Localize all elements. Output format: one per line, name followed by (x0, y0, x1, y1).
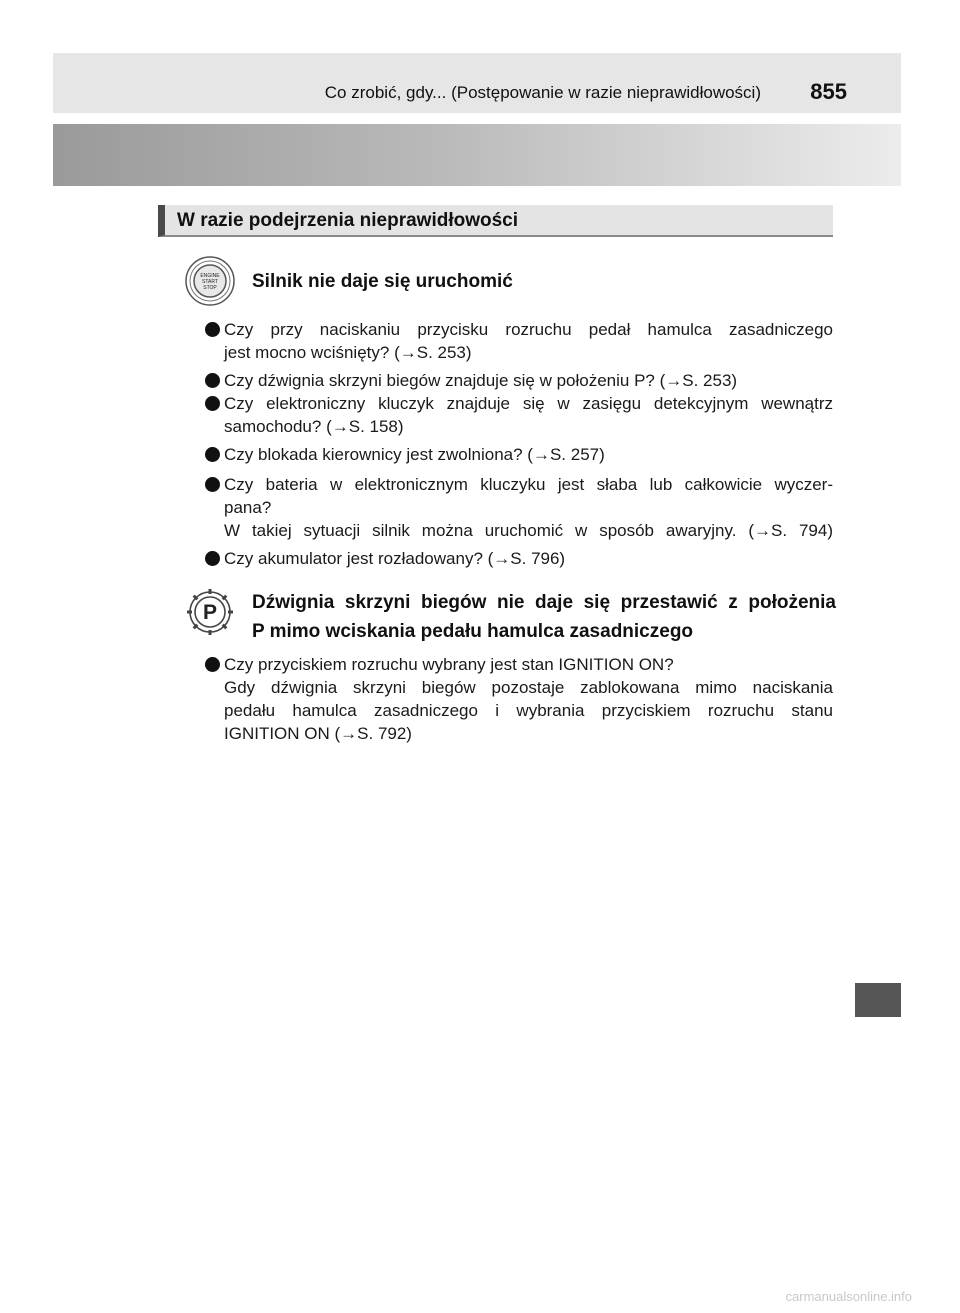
item-line: pana? (224, 498, 272, 517)
shift-subtitle-line1: Dźwignia skrzyni biegów nie daje się przestawić z położenia (252, 592, 836, 613)
bullet-icon (205, 551, 220, 566)
bullet-icon (205, 373, 220, 388)
item-line: Czy akumulator jest rozładowany? (→S. 796) (224, 549, 566, 568)
list-item (205, 653, 833, 745)
item-line: Czy bateria w elektronicznym kluczyku jest słaba lub całkowicie wyczer- (224, 475, 833, 494)
engine-subtitle: Silnik nie daje się uruchomić (252, 271, 513, 292)
item-line: Gdy dźwignia skrzyni biegów pozostaje zablokowana mimo naciskania (224, 678, 833, 697)
list-item (205, 547, 833, 570)
bullet-icon (205, 477, 220, 492)
item-line: Czy przyciskiem rozruchu wybrany jest stan IGNITION ON? (224, 655, 674, 674)
page-number: 855 (810, 79, 847, 104)
icon-text-engine: ENGINE (200, 273, 220, 279)
icon-letter-p: P (202, 601, 218, 624)
list-item (205, 392, 833, 438)
icon-text-stop: STOP (203, 285, 217, 291)
item-line: samochodu? (→S. 158) (224, 417, 404, 436)
header-title: Co zrobić, gdy... (Postępowanie w razie nieprawidłowości) (324, 83, 761, 102)
bullet-icon (205, 447, 220, 462)
item-line: jest mocno wciśnięty? (→S. 253) (224, 343, 472, 362)
chapter-band (53, 124, 901, 186)
icon-text-start: START (202, 279, 218, 285)
bullet-icon (205, 396, 220, 411)
item-line: pedału hamulca zasadniczego i wybrania przyciskiem rozruchu stanu (224, 701, 833, 720)
list-item (205, 318, 833, 364)
item-line: Czy elektroniczny kluczyk znajduje się w zasięgu detekcyjnym wewnątrz (224, 394, 833, 413)
section-heading (158, 205, 833, 237)
engine-start-stop-icon (184, 255, 236, 307)
bullet-icon (205, 657, 220, 672)
item-line: IGNITION ON (→S. 792) (224, 724, 412, 743)
item-line: Czy dźwignia skrzyni biegów znajduje się w położeniu P? (→S. 253) (224, 371, 738, 390)
list-item (205, 443, 833, 466)
item-line: Czy blokada kierownicy jest zwolniona? (→S. 257) (224, 445, 605, 464)
shift-subtitle (252, 588, 836, 646)
page-header (53, 53, 901, 113)
bullet-icon (205, 322, 220, 337)
watermark: carmanualsonline.info (785, 1289, 912, 1304)
chapter-side-tab (855, 983, 901, 1017)
item-line: W takiej sytuacji silnik można uruchomić w sposób awaryjny. (→S. 794) (224, 521, 833, 540)
gear-p-icon (184, 586, 236, 638)
list-item (205, 369, 833, 392)
shift-subtitle-line2: P mimo wciskania pedału hamulca zasadniczego (252, 621, 694, 642)
section-title: W razie podejrzenia nieprawidłowości (177, 210, 519, 231)
list-item (205, 473, 833, 542)
item-line: Czy przy naciskaniu przycisku rozruchu pedał hamulca zasadniczego (224, 320, 833, 339)
